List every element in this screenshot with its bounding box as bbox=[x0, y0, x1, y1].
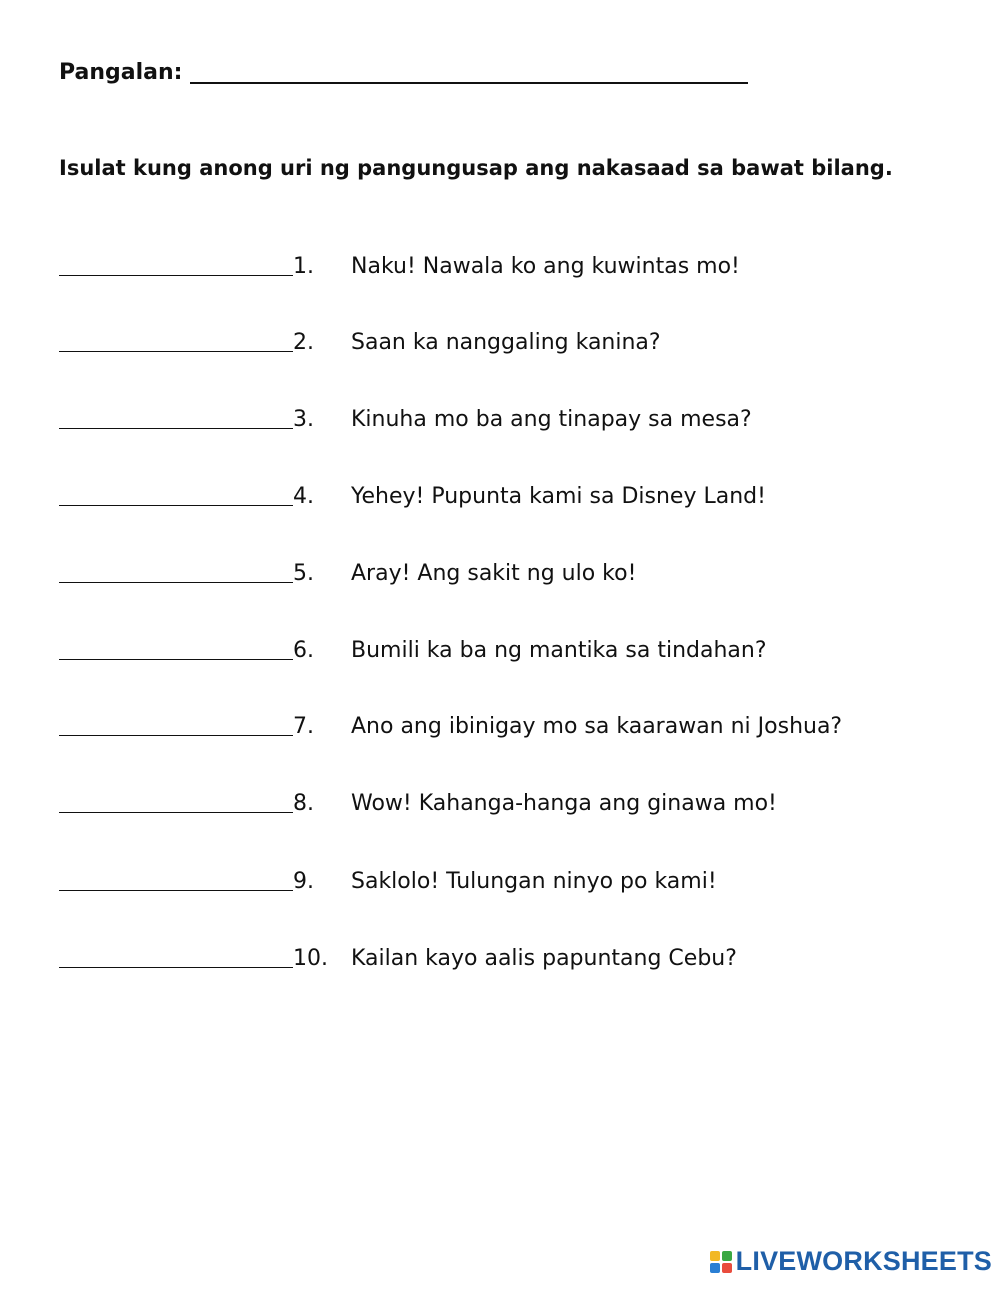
logo-block-icon bbox=[710, 1251, 720, 1261]
question-text: Wow! Kahanga-hanga ang ginawa mo! bbox=[351, 791, 777, 816]
answer-blank-6[interactable] bbox=[59, 659, 293, 660]
question-number: 3. bbox=[293, 407, 314, 432]
answer-blank-3[interactable] bbox=[59, 428, 293, 429]
logo-block-icon bbox=[722, 1251, 732, 1261]
question-text: Naku! Nawala ko ang kuwintas mo! bbox=[351, 254, 740, 279]
question-number: 6. bbox=[293, 638, 314, 663]
question-number: 4. bbox=[293, 484, 314, 509]
question-number: 1. bbox=[293, 254, 314, 279]
logo-block-icon bbox=[710, 1263, 720, 1273]
name-label: Pangalan: bbox=[59, 60, 183, 85]
answer-blank-8[interactable] bbox=[59, 812, 293, 813]
question-text: Kailan kayo aalis papuntang Cebu? bbox=[351, 946, 737, 971]
question-number: 8. bbox=[293, 791, 314, 816]
question-text: Yehey! Pupunta kami sa Disney Land! bbox=[351, 484, 766, 509]
question-text: Saklolo! Tulungan ninyo po kami! bbox=[351, 869, 717, 894]
answer-blank-7[interactable] bbox=[59, 735, 293, 736]
question-item-9 bbox=[59, 863, 959, 897]
question-item-10 bbox=[59, 940, 959, 974]
question-text: Ano ang ibinigay mo sa kaarawan ni Joshua? bbox=[351, 714, 843, 739]
question-item-4 bbox=[59, 478, 959, 512]
question-item-2 bbox=[59, 324, 959, 358]
question-item-5 bbox=[59, 555, 959, 589]
answer-blank-9[interactable] bbox=[59, 890, 293, 891]
answer-blank-2[interactable] bbox=[59, 351, 293, 352]
question-text: Aray! Ang sakit ng ulo ko! bbox=[351, 561, 637, 586]
question-text: Saan ka nanggaling kanina? bbox=[351, 330, 661, 355]
logo-text: LIVEWORKSHEETS bbox=[735, 1246, 992, 1276]
question-text: Bumili ka ba ng mantika sa tindahan? bbox=[351, 638, 767, 663]
question-item-7 bbox=[59, 708, 959, 742]
question-number: 7. bbox=[293, 714, 314, 739]
answer-blank-1[interactable] bbox=[59, 275, 293, 276]
question-text: Kinuha mo ba ang tinapay sa mesa? bbox=[351, 407, 752, 432]
question-item-6 bbox=[59, 632, 959, 666]
liveworksheets-logo[interactable] bbox=[710, 1246, 992, 1277]
answer-blank-10[interactable] bbox=[59, 967, 293, 968]
logo-block-icon bbox=[722, 1263, 732, 1273]
name-field-row bbox=[59, 58, 748, 88]
question-item-8 bbox=[59, 785, 959, 819]
question-number: 2. bbox=[293, 330, 314, 355]
question-number: 5. bbox=[293, 561, 314, 586]
question-item-1 bbox=[59, 248, 959, 282]
question-item-3 bbox=[59, 401, 959, 435]
question-number: 10. bbox=[293, 946, 328, 971]
instruction-text: Isulat kung anong uri ng pangungusap ang nakasaad sa bawat bilang. bbox=[59, 156, 893, 180]
answer-blank-4[interactable] bbox=[59, 505, 293, 506]
name-input-line[interactable] bbox=[190, 82, 748, 84]
question-number: 9. bbox=[293, 869, 314, 894]
answer-blank-5[interactable] bbox=[59, 582, 293, 583]
liveworksheets-logo-icon bbox=[710, 1251, 732, 1273]
